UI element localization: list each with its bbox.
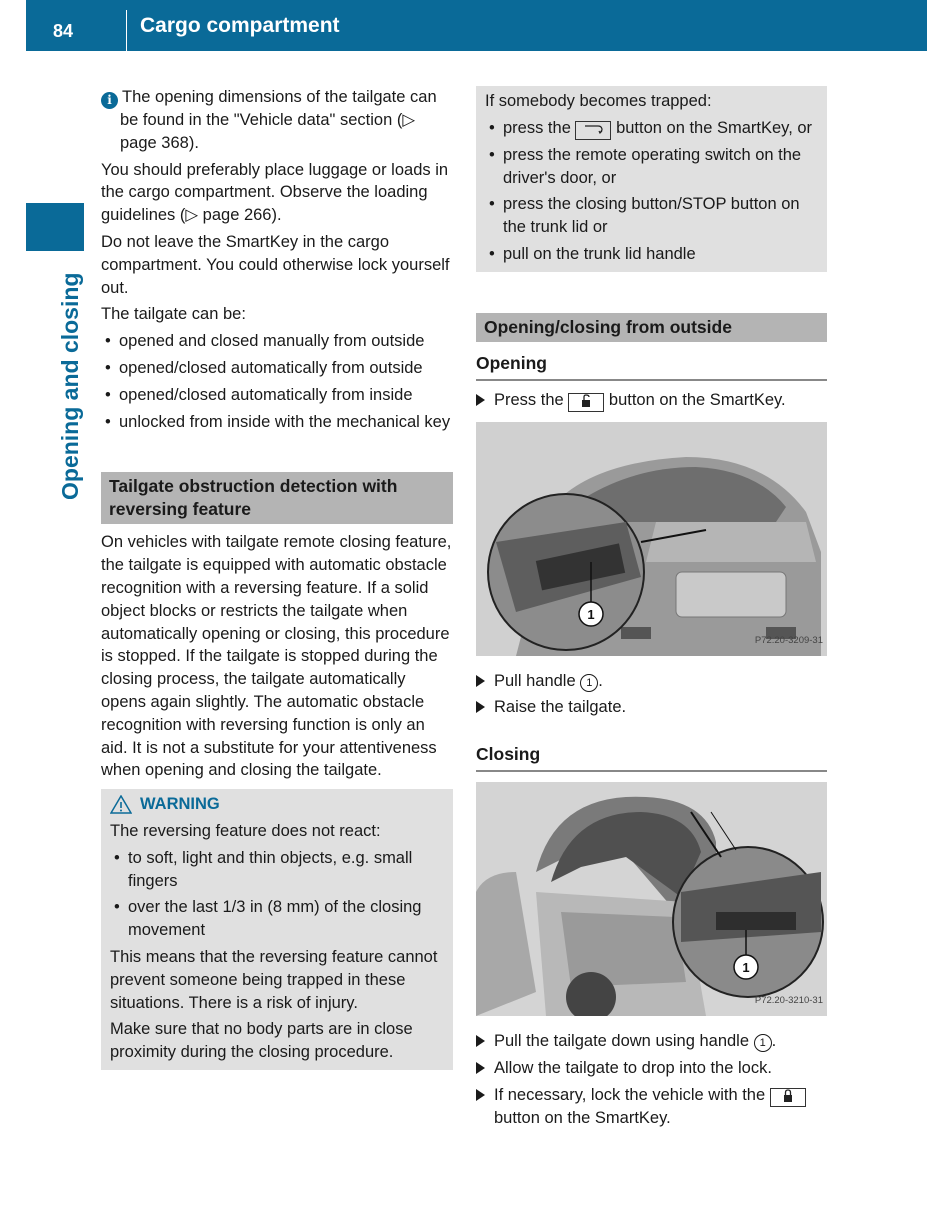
trapped-intro: If somebody becomes trapped:	[485, 92, 712, 110]
paragraph-smartkey: Do not leave the SmartKey in the cargo compartment. You could otherwise lock yourself out.	[101, 232, 450, 297]
paragraph-tailgate-can-be: The tailgate can be:	[101, 305, 246, 324]
step-item: Press the button on the SmartKey.	[476, 389, 827, 412]
section-heading-obstruction: Tailgate obstruction detection with reversing feature	[101, 472, 453, 524]
list-item: • unlocked from inside with the mechanical key	[105, 412, 451, 431]
obstruction-text: On vehicles with tailgate remote closing feature, the tailgate is equipped with automatic obstacle recognition with a reversing feature. If a solid object blocks or restricts the tailgate when automatically opening or closing, this procedure is stopped. If the tailgate is stopped during the closing process, the tailgate automatically opens again slightly. The automatic obstacle recognition with reversing function is only an aid. It is not a substitute for your attentiveness when opening and closing the tailgate.	[101, 533, 452, 780]
figure-code: P72.20-3209-31	[754, 634, 823, 646]
step-item: Pull handle 1 .	[476, 670, 827, 693]
page-number: 84	[52, 21, 74, 41]
info-icon: i	[101, 92, 118, 109]
paragraph-luggage: You should preferably place luggage or loads in the cargo compartment. Observe the loading guidelines (▷ page 266).	[101, 160, 449, 225]
side-tab-marker	[26, 203, 84, 251]
list-item: • opened/closed automatically from inside	[105, 385, 413, 404]
step-item: Raise the tailgate.	[476, 696, 827, 719]
tailgate-options-list	[101, 330, 453, 433]
figure-code: P72.20-3210-31	[754, 995, 823, 1007]
closing-steps	[476, 1030, 827, 1129]
page-title: Cargo compartment	[140, 14, 340, 37]
page-header	[26, 0, 927, 51]
warning-intro: The reversing feature does not react:	[110, 821, 381, 840]
header-divider	[126, 10, 127, 51]
warning-box	[101, 789, 453, 1070]
callout-number: 1	[754, 1034, 772, 1052]
closing-heading: Closing	[476, 743, 827, 772]
callout-label: 1	[742, 959, 750, 975]
list-item: • over the last 1/3 in (8 mm) of the closing movement	[114, 898, 422, 940]
warning-list	[110, 847, 444, 942]
list-item: • pull on the trunk lid handle	[489, 244, 696, 263]
list-item: • press the remote operating switch on the driver's door, or	[489, 145, 802, 187]
lock-key-icon	[770, 1088, 806, 1107]
side-tab-label: Opening and closing	[57, 272, 83, 500]
callout-number: 1	[580, 674, 598, 692]
step-item: Pull the tailgate down using handle 1 .	[476, 1030, 827, 1053]
step-item: Allow the tailgate to drop into the lock.	[476, 1057, 827, 1080]
trapped-box	[476, 86, 827, 272]
info-text: The opening dimensions of the tailgate can be found in the "Vehicle data" section (▷ page 368).	[120, 88, 437, 152]
list-item: • opened and closed manually from outside	[105, 332, 425, 351]
right-column	[476, 86, 827, 1133]
opening-figure	[476, 422, 827, 656]
list-item: • press the closing button/STOP button on the trunk lid or	[489, 195, 800, 237]
section-heading-outside: Opening/closing from outside	[476, 313, 827, 342]
warning-triangle-icon	[110, 795, 132, 814]
opening-steps-2	[476, 670, 827, 720]
info-note	[101, 86, 453, 155]
car-rear-handle-illustration	[476, 422, 827, 656]
callout-label: 1	[587, 606, 595, 622]
warning-title: WARNING	[110, 793, 444, 816]
tailgate-key-icon	[575, 121, 611, 140]
opening-steps	[476, 389, 827, 412]
list-item: • to soft, light and thin objects, e.g. small fingers	[114, 848, 413, 890]
opening-heading: Opening	[476, 352, 827, 381]
warning-para-risk: This means that the reversing feature cannot prevent someone being trapped in these situations. There is a risk of injury.	[110, 947, 438, 1012]
trapped-list	[485, 117, 818, 266]
unlock-key-icon	[568, 393, 604, 412]
list-item: • press the button on the SmartKey, or	[485, 117, 818, 140]
car-open-tailgate-illustration	[476, 782, 827, 1016]
closing-figure	[476, 782, 827, 1016]
list-item: • opened/closed automatically from outside	[105, 358, 423, 377]
step-item: If necessary, lock the vehicle with the button on the SmartKey.	[476, 1084, 827, 1130]
left-column	[101, 86, 453, 1070]
warning-para-proximity: Make sure that no body parts are in close proximity during the closing procedure.	[110, 1020, 413, 1062]
